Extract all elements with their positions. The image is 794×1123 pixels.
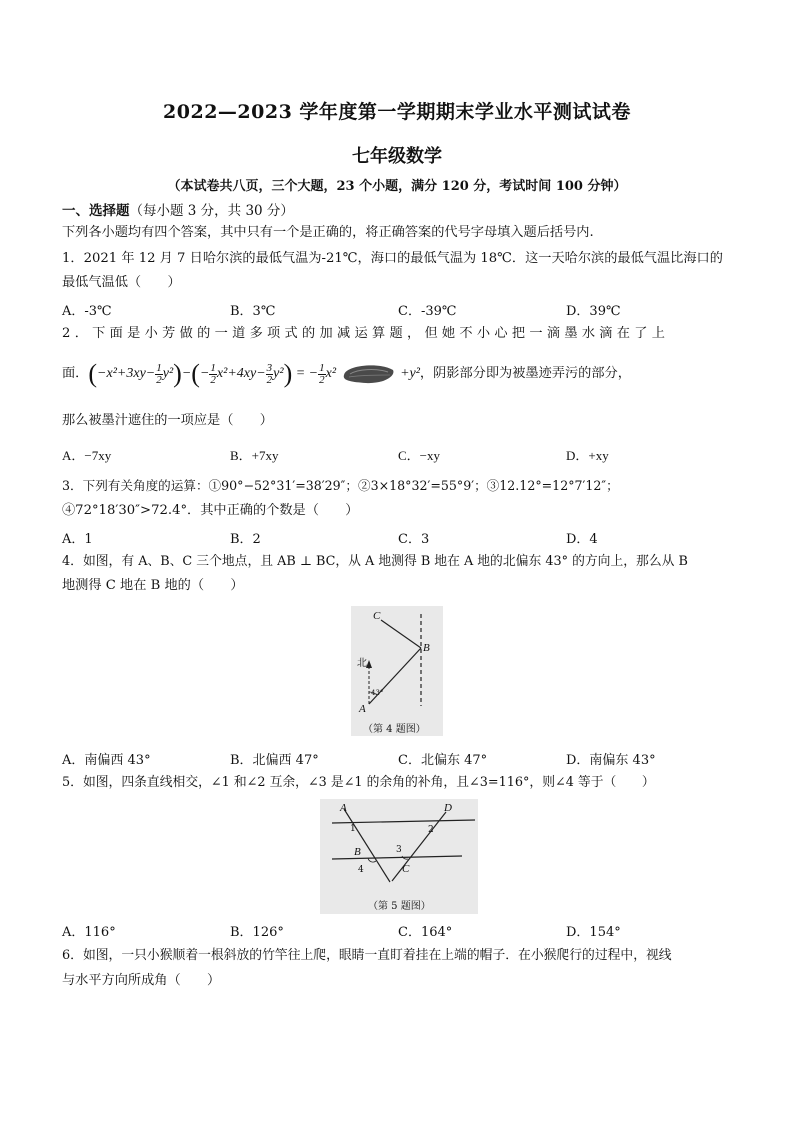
q2-line2-prefix: 面．: [62, 366, 89, 381]
q6-text-line2: 与水平方向所成角（ ）: [62, 973, 221, 988]
section-instructions: 下列各小题均有四个答案，其中只有一个是正确的，将正确答案的代号字母填入题后括号内.: [62, 225, 594, 240]
q5-option-c: C．164°: [398, 925, 453, 940]
q3-option-a: A．1: [62, 532, 93, 547]
exam-note: （本试卷共八页，三个大题，23 个小题，满分 120 分，考试时间 100 分钟）: [167, 179, 627, 194]
q6-text-line1: 6．如图，一只小猴顺着一根斜放的竹竿往上爬，眼睛一直盯着挂在上端的帽子．在小猴爬行的过程中，视线: [62, 948, 672, 963]
q2-option-d: D．+xy: [566, 448, 609, 463]
q2-text-line3: 那么被墨汁遮住的一项应是（ ）: [62, 413, 273, 428]
q5-text-line1: 5．如图，四条直线相交，∠1 和∠2 互余，∠3 是∠1 的余角的补角，且∠3=116°，则∠4 等于（ ）: [62, 775, 655, 790]
q5-figure: [320, 799, 478, 914]
q5-option-b: B．126°: [230, 925, 284, 940]
q4-figure: [351, 606, 443, 736]
q4-label-north: 北: [357, 658, 367, 669]
q2-option-c: C．−xy: [398, 448, 441, 463]
q4-label-a: A: [359, 703, 366, 715]
q2-text-line1: 2．下面是小芳做的一道多项式的加减运算题，但她不小心把一滴墨水滴在了上: [62, 326, 670, 341]
q4-option-a: A．南偏西 43°: [62, 753, 151, 768]
q3-option-d: D．4: [566, 532, 598, 547]
q1-option-d: D．39℃: [566, 304, 621, 319]
q5-angle-4: 4: [358, 865, 364, 875]
subject-title: 七年级数学: [352, 146, 442, 167]
q4-option-d: D．南偏东 43°: [566, 753, 656, 768]
ink-blot: [340, 362, 396, 386]
q3-option-c: C．3: [398, 532, 430, 547]
q5-angle-2: 2: [428, 825, 434, 835]
q5-label-a: A: [340, 802, 347, 814]
q4-text-line2: 地测得 C 地在 B 地的（ ）: [62, 578, 244, 593]
q5-option-d: D．154°: [566, 925, 621, 940]
q2-expression: ( −x²+3xy− $\frac{1}{2}$ y² ) − ( − $\frac{1}{2}$ x²+4xy− $\frac{3}{2}$ y² ) = − $\frac{1}{2}$ x²: [88, 359, 337, 388]
section-title: 一、选择题: [62, 203, 130, 219]
q4-text-line1: 4．如图，有 A、B、C 三个地点，且 AB ⊥ BC，从 A 地测得 B 地在 A 地的北偏东 43° 的方向上，那么从 B: [62, 554, 688, 569]
q1-option-a: A．-3℃: [62, 304, 112, 319]
q5-label-d: D: [444, 802, 452, 814]
q1-option-b: B．3℃: [230, 304, 276, 319]
q4-label-angle: 43°: [371, 689, 384, 697]
q5-option-a: A．116°: [62, 925, 116, 940]
q5-label-b: B: [354, 846, 361, 858]
q5-caption: （第 5 题图）: [368, 901, 431, 912]
q4-label-b: B: [423, 642, 430, 654]
q3-text-line2: ④72°18′30″>72.4°．其中正确的个数是（ ）: [62, 503, 359, 518]
q1-text-line1: 1．2021 年 12 月 7 日哈尔滨的最低气温为-21℃，海口的最低气温为 18℃．这一天哈尔滨的最低气温比海口的: [62, 251, 723, 266]
q4-option-c: C．北偏东 47°: [398, 753, 488, 768]
page-title: 2022—2023 学年度第一学期期末学业水平测试试卷: [163, 101, 631, 123]
section-score-note: （每小题 3 分，共 30 分）: [129, 203, 294, 219]
q2-expression-tail: +y²: [400, 366, 420, 381]
section-heading: [62, 199, 294, 219]
q1-text-line2: 最低气温低（ ）: [62, 275, 181, 290]
q1-option-c: C．-39℃: [398, 304, 457, 319]
q4-caption: （第 4 题图）: [363, 724, 426, 735]
q2-text-line2: [62, 357, 631, 391]
q4-label-c: C: [373, 610, 381, 622]
q5-label-c: C: [402, 863, 410, 875]
q4-option-b: B．北偏西 47°: [230, 753, 319, 768]
q2-option-b: B．+7xy: [230, 448, 279, 463]
q5-angle-3: 3: [396, 845, 402, 855]
q3-text-line1: 3．下列有关角度的运算：①90°−52°31′=38′29″；②3×18°32′=55°9′；③12.12°=12°7′12″；: [62, 478, 619, 493]
q2-option-a: A．−7xy: [62, 448, 112, 463]
q2-line2-suffix: ，阴影部分即为被墨迹弄污的部分，: [419, 366, 631, 381]
q5-angle-1: 1: [350, 824, 356, 834]
q3-option-b: B．2: [230, 532, 261, 547]
